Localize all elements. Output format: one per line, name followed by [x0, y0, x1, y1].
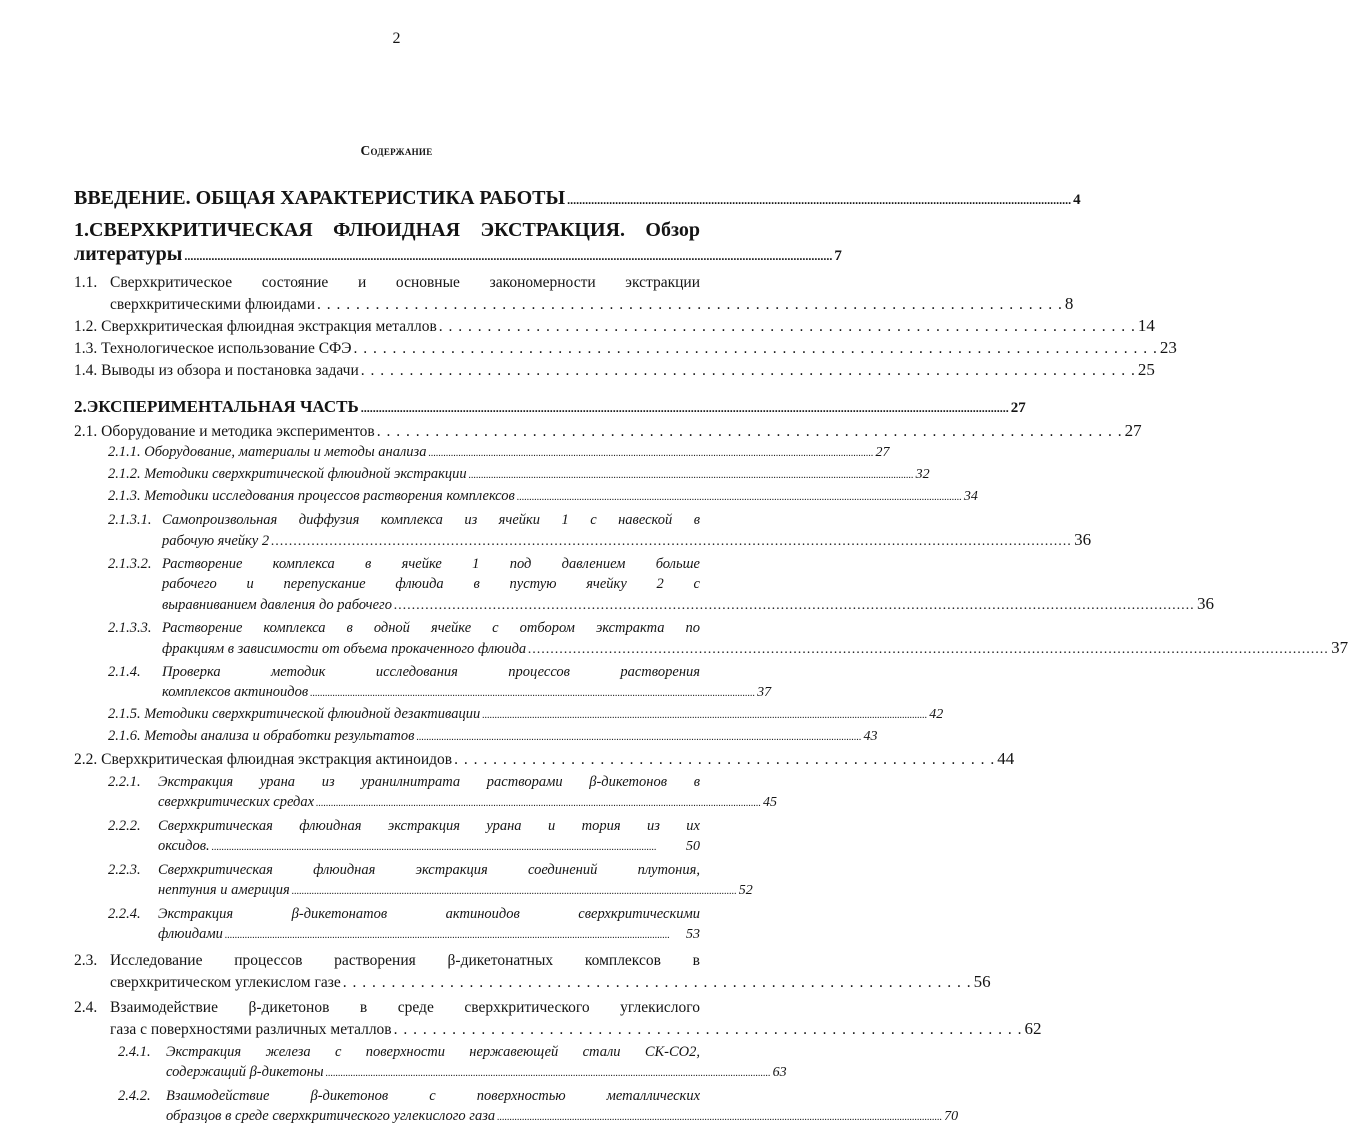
dot-leader: .................................................................................................................................................................................. [497, 1112, 943, 1123]
toc-entry-text: Оборудование и методика экспериментов [101, 423, 375, 440]
toc-entry-number: 1. [74, 219, 89, 241]
toc-page-number: 27 [1124, 421, 1142, 440]
toc-page-number: 32 [915, 467, 930, 482]
toc-entry-number: 2.2. [74, 751, 98, 768]
toc-entry-text: Экстракция железа с поверхности нержавеющей стали СК-СО2, [166, 1044, 700, 1060]
toc-entry-text-continued: рабочую ячейку 2 [162, 533, 270, 549]
dot-leader: ........................................................................................................................................................................................................................ [184, 249, 833, 263]
toc-entry-number: 1.3. [74, 340, 98, 357]
toc-entry-text: Сверхкритическая флюидная экстракция урана и тория из их [158, 818, 700, 834]
toc-page-number: 14 [1137, 316, 1155, 335]
toc-entry-number: 2.1.5. [108, 706, 141, 722]
dot-leader: .................................................................................................................................................................................. [428, 448, 874, 459]
toc-entry-2-1-3-1[interactable] [74, 510, 1092, 552]
toc-page-number: 43 [863, 729, 878, 744]
dot-leader: . . . . . . . . . . . . . . . . . . . . . . . . . . . . . . . . . . . . . . . . . . . . . . . . . . . . . . . . . . . . . . . . . . . . . . . . . . . . . [317, 296, 1063, 313]
toc-entry-text: СВЕРХКРИТИЧЕСКАЯ ФЛЮИДНАЯ ЭКСТРАКЦИЯ. Обзор [89, 219, 700, 241]
dot-leader: .................................................................................................................................................................................. [528, 642, 1330, 657]
toc-page-number: 34 [963, 489, 978, 504]
toc-entry-2-4[interactable] [74, 997, 1042, 1040]
toc-entry-text-continued: литературы [74, 243, 183, 265]
toc-entry-text: Технологическое использование СФЭ [101, 340, 352, 357]
dot-leader: .................................................................................................................................................................................. [325, 1068, 771, 1079]
toc-page-number: 36 [1196, 594, 1214, 613]
dot-leader: ........................................................................................................................................................................................................................ [360, 401, 1009, 415]
toc-entry-text-continued: комплексов актиноидов [162, 684, 309, 700]
toc-entry-number: 2.2.1. [108, 774, 141, 790]
toc-entry-2-4-2[interactable] [74, 1086, 959, 1128]
toc-entry-text: Экстракция β-дикетонатов актиноидов сверхкритическими [158, 906, 700, 922]
toc-entry-text: Растворение комплекса в ячейке 1 под давлением больше [162, 556, 700, 572]
toc-entry-text: Экстракция урана из уранилнитрата растворами β-дикетонов в [158, 774, 700, 790]
toc-entry-number: 1.2. [74, 318, 98, 335]
toc-entry-2-2[interactable] [74, 748, 1015, 770]
toc-entry-number: 2.1. [74, 423, 98, 440]
toc-entry-2-1-5[interactable] [74, 704, 944, 726]
toc-page-number: 37 [1331, 638, 1348, 657]
toc-entry-1-4[interactable] [74, 359, 1155, 381]
toc-entry-2-1-3[interactable] [74, 486, 978, 508]
dot-leader: ........................................................................................................................................................................ [567, 193, 1072, 207]
toc-entry-1-3[interactable] [74, 337, 1177, 359]
toc-entry-number: 2.3. [74, 952, 98, 969]
toc-entry-2-1-2[interactable] [74, 464, 930, 486]
toc-entry-number: 2.4. [74, 999, 98, 1016]
toc-entry-number: 2.1.3.1. [108, 512, 152, 528]
toc-entry-text: Растворение комплекса в одной ячейке с отбором экстракта по [162, 620, 700, 636]
toc-entry-text: Самопроизвольная диффузия комплекса из ячейки 1 с навеской в [162, 512, 700, 528]
toc-entry-2[interactable] [74, 395, 1026, 420]
dot-leader: . . . . . . . . . . . . . . . . . . . . . . . . . . . . . . . . . . . . . . . . . . . . . . . . . . . . . . . . . . . . . . . . . . . . . . . . . . . . . [376, 423, 1123, 440]
toc-page-number: 23 [1159, 338, 1177, 357]
toc-entry-text-continued: нептуния и америция [158, 882, 290, 898]
toc-page-number: 70 [944, 1109, 959, 1124]
dot-leader: . . . . . . . . . . . . . . . . . . . . . . . . . . . . . . . . . . . . . . . . . . . . . . . . . . . . . . . . . . . . . . . . . [393, 1021, 1023, 1038]
toc-entry-text: Сверхкритическое состояние и основные закономерности экстракции [110, 274, 700, 291]
toc-entry-text: Методики исследования процессов растворения комплексов [144, 488, 515, 504]
toc-entry-2-1-3-2[interactable] [74, 554, 1214, 616]
toc-entry-2-1-1[interactable] [74, 442, 890, 464]
toc-page-number: 37 [757, 685, 772, 700]
page-number: 2 [392, 30, 401, 47]
toc-entry-text: Сверхкритическая флюидная экстракция актиноидов [101, 751, 453, 768]
toc-entry-text: Методы анализа и обработки результатов [144, 728, 415, 744]
table-of-contents [74, 186, 1348, 1128]
toc-entry-text: Проверка методик исследования процессов растворения [162, 664, 700, 680]
toc-entry-2-1-4[interactable] [74, 662, 772, 704]
toc-entry-2-1[interactable] [74, 420, 1142, 442]
dot-leader: .................................................................................................................................................................................. [416, 732, 862, 743]
toc-entry-number: 2. [74, 397, 87, 416]
toc-page-number: 56 [973, 972, 991, 991]
toc-entry-1[interactable] [74, 218, 842, 268]
toc-entry-2-1-3-3[interactable] [74, 618, 1348, 660]
toc-entry-text-continued: содержащий β-дикетоны [166, 1064, 324, 1080]
toc-page-number: 44 [997, 749, 1015, 768]
toc-entry-number: 2.4.2. [118, 1088, 151, 1104]
toc-entry-intro[interactable] [74, 186, 1081, 212]
toc-page-number: 25 [1137, 360, 1155, 379]
toc-entry-1-2[interactable] [74, 315, 1155, 337]
dot-leader: .................................................................................................................................................................................. [211, 842, 657, 853]
toc-entry-number: 2.4.1. [118, 1044, 151, 1060]
toc-entry-text: ВВЕДЕНИЕ. ОБЩАЯ ХАРАКТЕРИСТИКА РАБОТЫ [74, 187, 566, 209]
toc-entry-text-middle: рабочего и перепускание флюида в пустую ячейку 2 с [162, 576, 700, 592]
toc-entry-text: Сверхкритическая флюидная экстракция соединений плутония, [158, 862, 700, 878]
toc-entry-text: Методики сверхкритической флюидной дезактивации [144, 706, 481, 722]
toc-entry-2-1-6[interactable] [74, 726, 878, 748]
toc-entry-number: 2.2.3. [108, 862, 141, 878]
toc-entry-number: 2.1.3.2. [108, 556, 152, 572]
toc-entry-number: 2.2.2. [108, 818, 141, 834]
dot-leader: . . . . . . . . . . . . . . . . . . . . . . . . . . . . . . . . . . . . . . . . . . . . . . . . . . . . . . . . . . . . . . . . . . . . . . . . . . . . . . . . . . . [353, 340, 1158, 357]
toc-page-number: 62 [1024, 1019, 1042, 1038]
toc-page-number: 4 [1073, 192, 1081, 208]
toc-entry-text: Методики сверхкритической флюидной экстракции [144, 466, 467, 482]
toc-entry-number: 2.1.6. [108, 728, 141, 744]
toc-page-number: 53 [686, 927, 700, 942]
toc-page-number: 50 [686, 839, 700, 854]
dot-leader: .................................................................................................................................................................................. [291, 886, 737, 897]
dot-leader: . . . . . . . . . . . . . . . . . . . . . . . . . . . . . . . . . . . . . . . . . . . . . . . . . . . . . . . . . . . . . . . . . [342, 974, 972, 991]
toc-page-number: 52 [738, 883, 753, 898]
toc-entry-text-continued: флюидами [158, 926, 223, 942]
dot-leader: . . . . . . . . . . . . . . . . . . . . . . . . . . . . . . . . . . . . . . . . . . . . . . . . . . . . . . . . . . . . . . . . . . . . . . . . [438, 318, 1136, 335]
toc-entry-number: 1.4. [74, 362, 98, 379]
toc-entry-text: Исследование процессов растворения β-дикетонатных комплексов в [110, 952, 700, 969]
toc-entry-number: 2.1.2. [108, 466, 141, 482]
dot-leader: .................................................................................................................................................................................. [393, 598, 1195, 613]
toc-entry-2-4-1[interactable] [74, 1042, 787, 1084]
toc-entry-text: Взаимодействие β-дикетонов в среде сверхкритического углекислого [110, 999, 700, 1016]
toc-entry-text-continued: выравниванием давления до рабочего [162, 597, 392, 613]
toc-entry-number: 2.1.3. [108, 488, 141, 504]
dot-leader: .................................................................................................................................................................................. [316, 798, 762, 809]
toc-page-number: 27 [875, 445, 890, 460]
toc-page-number: 45 [763, 795, 778, 810]
toc-entry-2-3[interactable] [74, 950, 991, 993]
dot-leader: .................................................................................................................................................................................. [516, 492, 962, 503]
dot-leader: .................................................................................................................................................................................. [482, 710, 928, 721]
toc-title: Содержание [360, 143, 433, 158]
toc-entry-1-1[interactable] [74, 272, 1074, 315]
toc-entry-text-continued: оксидов. [158, 838, 210, 854]
toc-entry-text: Взаимодействие β-дикетонов с поверхностью металлических [166, 1088, 700, 1104]
toc-entry-2-2-1[interactable] [74, 772, 778, 814]
dot-leader: .................................................................................................................................................................................. [271, 534, 1073, 549]
toc-page-number: 63 [772, 1065, 787, 1080]
dot-leader: .................................................................................................................................................................................. [310, 688, 756, 699]
toc-entry-text: Выводы из обзора и постановка задачи [101, 362, 359, 379]
toc-entry-number: 2.1.4. [108, 664, 141, 680]
toc-entry-number: 1.1. [74, 274, 98, 291]
toc-page-number: 7 [834, 248, 842, 264]
dot-leader: . . . . . . . . . . . . . . . . . . . . . . . . . . . . . . . . . . . . . . . . . . . . . . . . . . . . . . . . [454, 751, 996, 768]
toc-entry-number: 2.2.4. [108, 906, 141, 922]
dot-leader: .................................................................................................................................................................................. [224, 930, 670, 941]
toc-entry-text-continued: фракциям в зависимости от объема прокаченного флюида [162, 641, 527, 657]
dot-leader: . . . . . . . . . . . . . . . . . . . . . . . . . . . . . . . . . . . . . . . . . . . . . . . . . . . . . . . . . . . . . . . . . . . . . . . . . . . . . . . . [360, 362, 1136, 379]
toc-entry-2-2-4[interactable] [74, 904, 700, 946]
dot-leader: .................................................................................................................................................................................. [468, 470, 914, 481]
toc-entry-2-2-3[interactable] [74, 860, 753, 902]
toc-entry-text: Сверхкритическая флюидная экстракция металлов [101, 318, 437, 335]
toc-entry-text-continued: газа с поверхностями различных металлов [110, 1021, 392, 1038]
toc-entry-text-continued: образцов в среде сверхкритического углекислого газа [166, 1108, 496, 1124]
toc-page-number: 8 [1064, 294, 1074, 313]
toc-page-number: 42 [929, 707, 944, 722]
toc-entry-text: ЭКСПЕРИМЕНТАЛЬНАЯ ЧАСТЬ [86, 397, 359, 416]
toc-page-number: 36 [1074, 530, 1092, 549]
toc-entry-2-2-2[interactable] [74, 816, 700, 858]
toc-entry-number: 2.1.1. [108, 444, 141, 460]
toc-entry-number: 2.1.3.3. [108, 620, 152, 636]
toc-entry-text: Оборудование, материалы и методы анализа [144, 444, 427, 460]
toc-entry-text-continued: сверхкритических средах [158, 794, 315, 810]
toc-entry-text-continued: сверхкритическими флюидами [110, 296, 316, 313]
toc-page-number: 27 [1010, 400, 1026, 416]
toc-entry-text-continued: сверхкритическом углекислом газе [110, 974, 341, 991]
